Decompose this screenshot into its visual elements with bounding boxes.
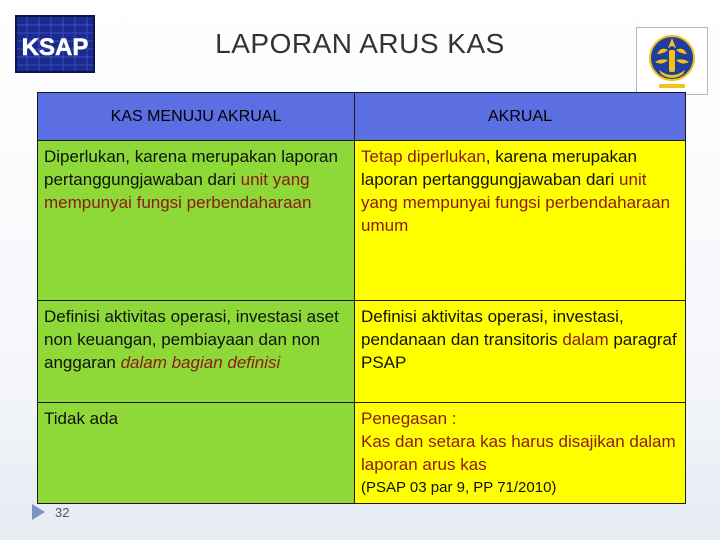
cell-left — [38, 301, 355, 403]
cell-right — [355, 301, 686, 403]
table-row — [38, 141, 686, 301]
cell-text: Definisi aktivitas operasi, investasi aset non keuangan, pembiayaan dan non anggaran — [44, 307, 339, 372]
cell-text: paragraf PSAP — [361, 330, 677, 372]
ksap-logo — [15, 15, 95, 73]
ministry-emblem — [636, 27, 708, 95]
cell-text-highlight: unit yang mempunyai fungsi perbendaharaan — [44, 170, 312, 212]
cell-text-highlight: Tetap diperlukan — [361, 147, 486, 166]
cell-text: Diperlukan — [44, 147, 126, 166]
header-akrual: AKRUAL — [355, 93, 686, 141]
table-row — [38, 301, 686, 403]
cell-text-highlight: Penegasan : — [361, 409, 457, 428]
cell-text-highlight: unit yang mempunyai fungsi perbendaharaan umum — [361, 170, 671, 235]
bullet-arrow-icon — [32, 504, 45, 520]
header-kas-menuju-akrual: KAS MENUJU AKRUAL — [38, 93, 355, 141]
page-number: 32 — [55, 504, 70, 520]
cell-text-highlight: dalam bagian definisi — [120, 353, 281, 372]
table-header-row — [38, 93, 686, 141]
cell-text: , karena merupakan laporan pertanggungjawaban dari — [44, 147, 338, 189]
cell-text: , karena merupakan laporan pertanggungjawaban dari — [361, 147, 637, 189]
cell-reference: (PSAP 03 par 9, PP 71/2010) — [361, 479, 557, 496]
svg-text:KSAP: KSAP — [21, 34, 89, 61]
cell-left — [38, 403, 355, 504]
cell-right — [355, 403, 686, 504]
ksap-logo-graphic — [17, 17, 93, 71]
cell-right — [355, 141, 686, 301]
cell-text: Definisi aktivitas operasi, investasi, pendanaan dan transitoris — [361, 307, 624, 349]
cell-text-highlight: Kas dan setara kas harus disajikan dalam laporan arus kas — [361, 432, 676, 474]
slide-footer — [32, 504, 69, 520]
cell-text: Tidak ada — [44, 409, 119, 428]
cell-text-highlight: dalam — [562, 330, 609, 349]
cell-left — [38, 141, 355, 301]
emblem-graphic — [637, 28, 707, 94]
page-title: LAPORAN ARUS KAS — [215, 28, 505, 59]
comparison-table — [37, 92, 686, 504]
table-row — [38, 403, 686, 504]
